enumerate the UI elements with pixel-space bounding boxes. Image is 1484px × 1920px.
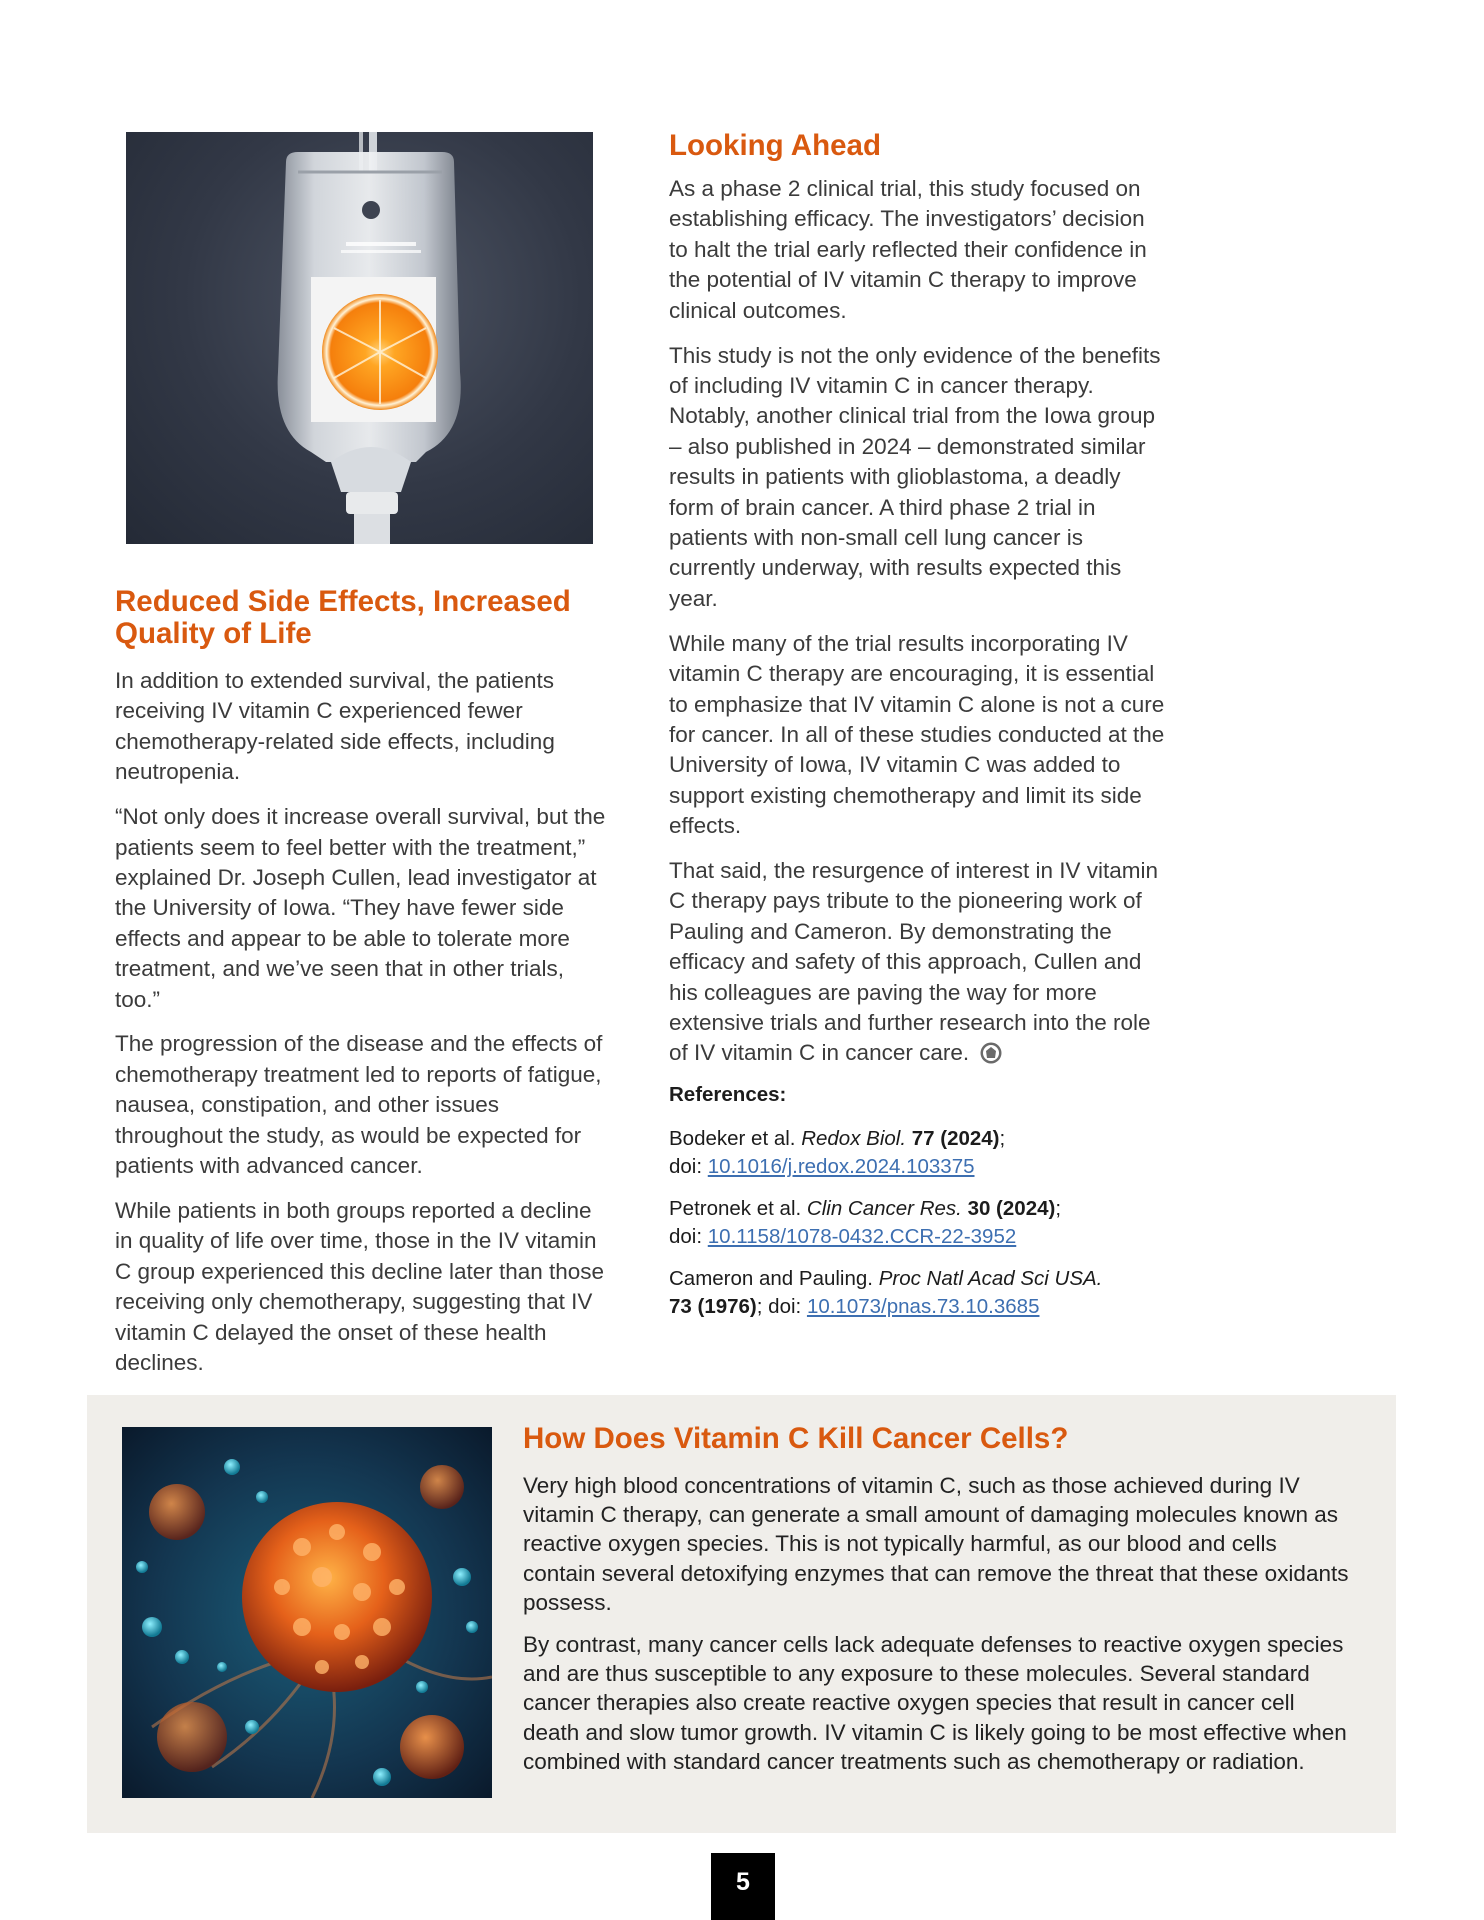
cancer-cell-illustration xyxy=(122,1427,492,1798)
paragraph: In addition to extended survival, the patients receiving IV vitamin C experienced fewer chemotherapy-related side effects, including neutropenia. xyxy=(115,668,555,785)
paragraph: While patients in both groups reported a decline in quality of life over time, those in the IV vitamin C group experienced this decline later than those receiving only chemotherapy, suggesting that IV vitamin C delayed the onset of these health declines. xyxy=(115,1198,605,1376)
doi-link[interactable]: 10.1016/j.redox.2024.103375 xyxy=(707,1155,975,1179)
paragraph-text: That said, the resurgence of interest in IV vitamin C therapy pays tribute to the pioneering work of Pauling and Cameron. By demonstrating the efficacy and safety of this approach, Cullen and his colleagues are paving the way for more extensive trials and further research into the role of IV vitamin C in cancer care. xyxy=(669,858,1158,1066)
end-mark-icon xyxy=(979,1041,1003,1065)
references-title: References: xyxy=(669,1083,787,1107)
reference-item: Cameron and Pauling. Proc Natl Acad Sci USA. 73 (1976); doi: 10.1073/pnas.73.10.3685 xyxy=(669,1267,1103,1319)
right-column xyxy=(669,126,1169,1335)
iv-bag-image xyxy=(126,132,593,544)
doi-link[interactable]: 10.1073/pnas.73.10.3685 xyxy=(806,1295,1040,1319)
iv-bag-illustration xyxy=(126,132,593,544)
left-column xyxy=(115,586,612,1393)
paragraph: Very high blood concentrations of vitamin C, such as those achieved during IV vitamin C therapy, can generate a small amount of damaging molecules known as reactive oxygen species. This is not typically harmful, as our blood and cells contain several detoxifying enzymes that can remove the threat that these oxidants possess. xyxy=(523,1473,1349,1615)
paragraph: By contrast, many cancer cells lack adequate defenses to reactive oxygen species and are thus susceptible to any exposure to these molecules. Several standard cancer therapies also create reactive oxygen species that result in cancer cell death and slow tumor growth. IV vitamin C is likely going to be most effective when combined with standard cancer treatments such as chemotherapy or radiation. xyxy=(523,1632,1347,1774)
paragraph: While many of the trial results incorporating IV vitamin C therapy are encouraging, it is essential to emphasize that IV vitamin C alone is not a cure for cancer. In all of these studies conducted at the University of Iowa, IV vitamin C was added to support existing chemotherapy and limit its side effects. xyxy=(669,630,1165,839)
paragraph: The progression of the disease and the effects of chemotherapy treatment led to reports of fatigue, nausea, constipation, and other issues throughout the study, as would be expected for patients with advanced cancer. xyxy=(115,1031,603,1179)
paragraph: “Not only does it increase overall survival, but the patients seem to feel better with the treatment,” explained Dr. Joseph Cullen, lead investigator at the University of Iowa. “They have fewer side effects and appear to be able to tolerate more treatment, and we’ve seen that in other trials, too.” xyxy=(115,804,606,1012)
reference-item: Bodeker et al. Redox Biol. 77 (2024); doi: 10.1016/j.redox.2024.103375 xyxy=(669,1127,1006,1179)
sidebar-text xyxy=(523,1419,1353,1789)
sidebar-heading: How Does Vitamin C Kill Cancer Cells? xyxy=(523,1422,1069,1455)
section-heading-looking-ahead: Looking Ahead xyxy=(669,129,881,162)
paragraph: This study is not the only evidence of the benefits of including IV vitamin C in cancer therapy. Notably, another clinical trial from the Iowa group – also published in 2024 – demonstrated similar results in patients with glioblastoma, a deadly form of brain cancer. A third phase 2 trial in patients with non-small cell lung cancer is currently underway, with results expected this year. xyxy=(669,342,1161,611)
cancer-cell-image xyxy=(122,1427,492,1798)
paragraph: As a phase 2 clinical trial, this study focused on establishing efficacy. The investigators’ decision to halt the trial early reflected their confidence in the potential of IV vitamin C therapy to improve clinical outcomes. xyxy=(669,176,1147,323)
reference-item: Petronek et al. Clin Cancer Res. 30 (2024); doi: 10.1158/1078-0432.CCR-22-3952 xyxy=(669,1197,1062,1249)
page-number: 5 xyxy=(711,1853,775,1920)
paragraph-with-end-mark xyxy=(669,856,1169,1069)
doi-link[interactable]: 10.1158/1078-0432.CCR-22-3952 xyxy=(707,1225,1017,1249)
section-heading-side-effects: Reduced Side Effects, Increased Quality of Life xyxy=(115,585,571,650)
